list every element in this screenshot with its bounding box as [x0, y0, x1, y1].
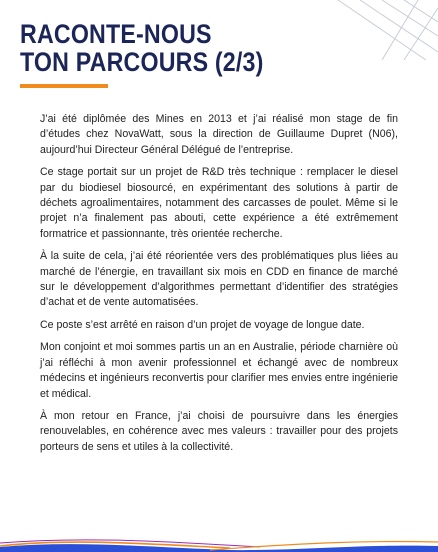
paragraph-1: J’ai été diplômée des Mines en 2013 et j’ai réalisé mon stage de fin d’études chez NovaWatt, sous la direction de Guillaume Dupret (N06), aujourd’hui Directeur Général Délégué de l’entreprise.	[40, 113, 398, 156]
title-underline	[20, 84, 108, 88]
paragraph-3: À la suite de cela, j’ai été réorientée vers des problématiques plus liées au marché de l’énergie, en travaillant six mois en CDD en finance de marché sur le développement d’algorithmes permettant d’identifier des stratégies d’achat et de vente automatisées.	[40, 250, 398, 309]
paragraph-5: Mon conjoint et moi sommes partis un an en Australie, période charnière où j’ai réfléchi à mon avenir professionnel et échangé avec de nombreux médecins et ingénieurs reconvertis pour clarifier mes envies entre ingénierie et médical.	[40, 341, 398, 400]
paragraph-4: Ce poste s’est arrêté en raison d’un projet de voyage de longue date.	[40, 318, 365, 331]
story-body	[40, 112, 398, 462]
paragraph-2: Ce stage portait sur un projet de R&D très technique : remplacer le diesel par du biodiesel biosourcé, en expérimentant des solutions à partir de déchets agroalimentaires, notamment des carcasses de poulet. Même si le projet n’a finalement pas abouti, cette expérience a été extrêmement formatrice et passionnante, très orientée recherche.	[40, 166, 398, 240]
page-title	[20, 20, 264, 76]
title-line-1: RACONTE-NOUS	[20, 19, 212, 49]
bottom-wave-decoration	[0, 532, 438, 552]
title-line-2: TON PARCOURS (2/3)	[20, 47, 264, 77]
paragraph-6: À mon retour en France, j’ai choisi de poursuivre dans les énergies renouvelables, en cohérence avec mes valeurs : travailler pour des projets porteurs de sens et utiles à la collectivité.	[40, 409, 398, 453]
corner-decoration	[308, 0, 438, 60]
